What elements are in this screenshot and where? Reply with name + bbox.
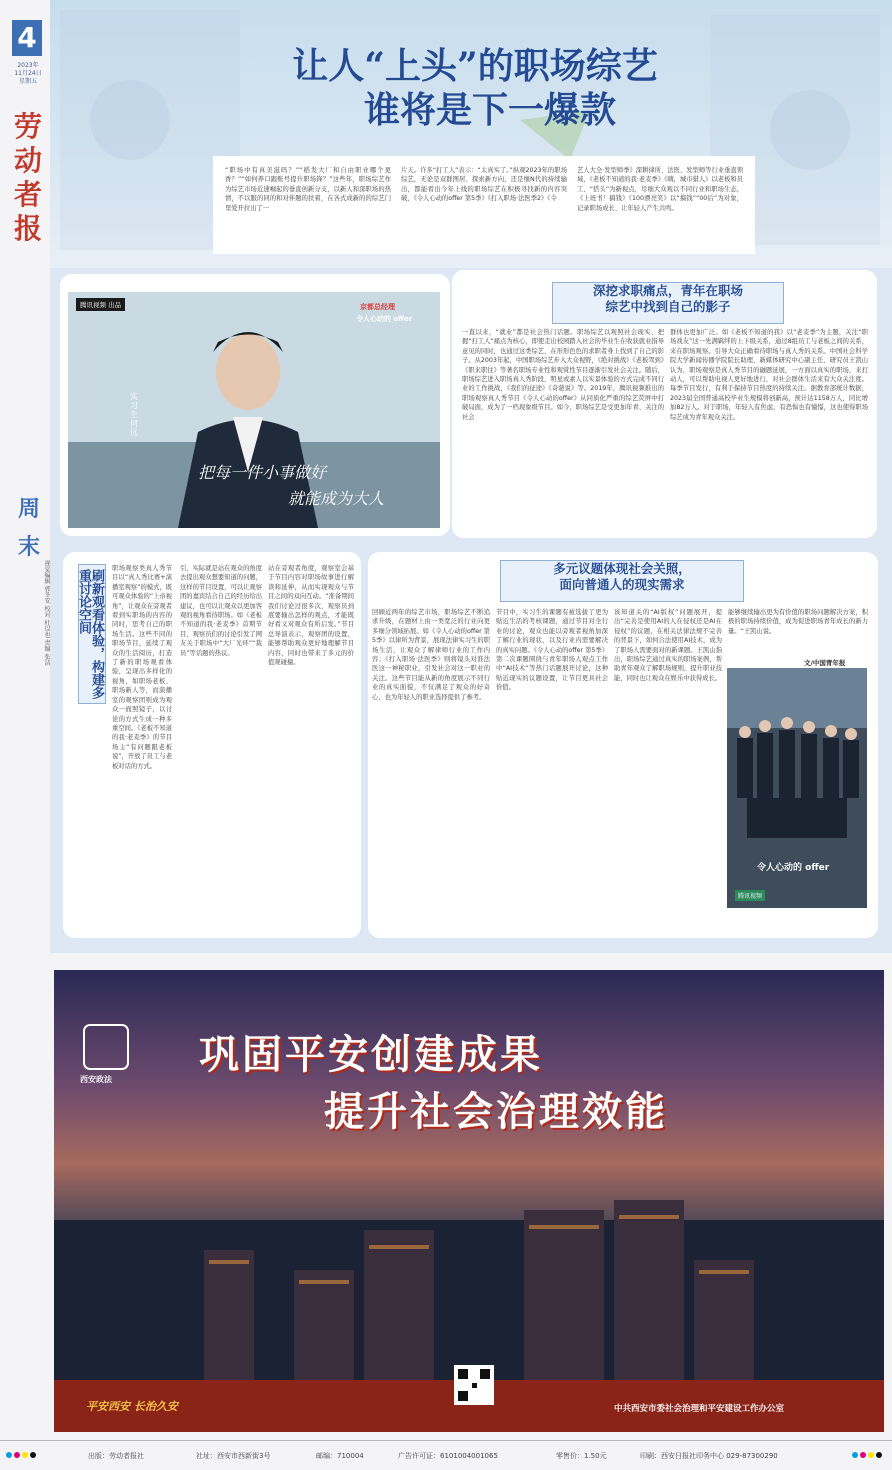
section-2-column-1: 一直以来，“就业”都是社会热门话题。职场综艺以观照社会现实、把握“打工人”痛点为核心，即使走出校园踏入社会的毕业生在收获就业指导意见的同时，也通过这类综艺，在形形色色的求职者身上找到了自己的影子。从2003年起，中国职场综艺步入大众视野，《绝对挑战》《老板驾到》《职来职往》等著名职场专业性和观赏性节目逐渐引发社会关注。随后，职场综艺进入职场真人秀阶段，明星或素人以实景体验的方式完成不同行业的工作挑战，《我们的征途》《奇葩说》等。2019年，腾讯视频推出的职场观察真人秀节目《令人心动的offer》从同质化严重的综艺荧屏中打破局面，成为了一档现象级节目。如今，职场综艺是受更加年青、关注的社会 (462, 329, 664, 421)
section-name: 周末 (18, 496, 41, 560)
section-left-vertical-heading (78, 564, 106, 704)
section-3-column-1: 回顾近两年的综艺市场，职场综艺不断追求升级，在题材上由一类宽泛的行业向更多细分领域拓展。如《令人心动的offer 第5季》以律所为背景，展现法律实习生的职场生活，让观众了解律师行业的工作内容；《打入职场·法医季》则将镜头对准法医这一神秘职业，引发社会对这一职业的关注。这些节目能从新的角度展示不同行业的真实面貌，不仅满足了观众的好奇心，也为年轻人的职业选择提供了参考。 (372, 609, 490, 701)
issue-date (8, 62, 48, 86)
section-2-heading-line-1: 深挖求职痛点，青年在职场 (592, 283, 743, 298)
section-left-column-1-top: 职场观察类真人秀节目以“真人秀比赛+演播室观察”的模式，既可观众体验的“上帝视角”，让观众在旁观者看到实职场的内容的同时，思考自己的职场生活。这些不同的职场节目，延续了观众的生活阅历，打造了新的职场观看体验，呈现出多样化的视角，如职场老板、职场新人等，而演播室的观察团则成为观众一面照镜子，以讨论的方式生成一种多重空间。《老板不知道的我·老麦季》的节目场主“有问题跟老板说”，开放了员工与老板对话的方式。 (112, 565, 172, 770)
registration-dot-black (30, 1452, 36, 1458)
section-2-heading-line-2: 综艺中找到自己的影子 (605, 299, 731, 314)
intro-text-box (213, 156, 755, 254)
registration-dot-cyan-right (852, 1452, 858, 1458)
section-3-column-4: 能够继续输出更为有价值的职场问题解决方案，积极的职场持续价值，成为促进职场青年成长的新力量。“王凯山说。 (728, 609, 868, 635)
footer-publisher: 出版：劳动者报社 (88, 1452, 144, 1460)
ad-slogan: 平安西安 长治久安 (86, 1400, 178, 1413)
section-left-column-2: 引，实际就是站在观众的角度去提出观众想要知道的问题，这样的节目设置，可以让观察团的嘉宾结合自己的经历给出建议，也可以让观众以更加客观的视角看待职场。如《老板不知道的我·老麦季》首期节目，观察员们的讨论引发了网友关于职场中“大厂光环”“裁员”等话题的热议。 (180, 565, 262, 657)
show-still-photo-1 (68, 292, 440, 528)
editor-credits: 视觉编辑 郭冬安 校对 杜以也 责编 张洁 (43, 560, 50, 666)
section-2-column-2: 群体也更加广泛。如《老板不知道的我》以“老麦季”为主题，关注“职场战友”这一先满羁绊的上下级关系，通过8组员工与老板之间的关系，来在职场观察。引导大众正确看待职场与真人秀的关系。中国社会科学院大学新闻传播学院院长助理、新媒体研究中心副主任、研究员王凯山认为，职场观察是真人秀节目的融题延展，一方面以真实的职场，来打动人，可以帮助电视人更好地进行，对社会群体生活来有大众关注度。每季节目发行，有利于保持节目热度的持续关注。据教育部统计数据，2023届全国普通高校毕业生规模将创新高，预计达1158万人，同比增加82万人。对于职场，年轻人有焦虑，有恐惧也有憧憬，这也使得职场综艺成为青年观众关注。 (670, 329, 868, 421)
ad-logo-text: 西安政法 (80, 1075, 112, 1084)
photo-1-subtitle-line-1: 把每一件小事做好 (198, 463, 327, 482)
ad-organization: 中共西安市委社会治理和平安建设工作办公室 (614, 1404, 785, 1414)
footer-price: 零售价：1.50元 (556, 1452, 607, 1460)
article-byline: 文/中国青年报 (804, 659, 846, 667)
headline-line-2: 谁将是下一爆款 (363, 89, 616, 131)
poster-show-title: 令人心动的 offer (757, 863, 830, 873)
registration-dot-yellow-right (868, 1452, 874, 1458)
ad-headline-line-2: 提升社会治理效能 (324, 1089, 668, 1135)
page-footer (0, 1440, 892, 1470)
photo-1-subtitle-line-2: 就能成为大人 (288, 489, 385, 508)
registration-dot-cyan (6, 1452, 12, 1458)
left-sidebar (0, 0, 50, 1440)
footer-printer: 印刷：西安日报社印务中心 029-87300290 (640, 1452, 778, 1460)
public-service-advertisement (54, 970, 884, 1432)
poster-badge: 腾讯视频 (735, 890, 765, 901)
show-poster-photo-2 (727, 668, 867, 908)
hero-banner (50, 0, 892, 268)
section-3-heading (500, 560, 744, 602)
footer-address: 社址：西安市西新街3号 (196, 1452, 271, 1460)
page-number: 4 (12, 20, 42, 56)
producer-badge: 腾讯视频 出品 (76, 298, 125, 311)
section-2-heading (552, 282, 784, 324)
registration-dot-magenta (14, 1452, 20, 1458)
section-left-column-1-bottom (72, 738, 172, 928)
registration-dot-magenta-right (860, 1452, 866, 1458)
registration-dot-black-right (876, 1452, 882, 1458)
vertical-heading-text: 刷新观看体验，构建多重讨论空间 (76, 569, 104, 699)
footer-postcode: 邮编：710004 (316, 1452, 364, 1460)
intro-column-2: 片天。许多“打工人”表示：“太真实了。”纵观2023年的职场综艺，无论是双群图居、探索新方向，还是继N代的持续输出，都能看出今年上线的职场综艺在积极寻找新的内容突破，《令人心动的offer 第5季》《打入职场·法医季2》《令 (401, 167, 567, 203)
registration-dot-yellow (22, 1452, 28, 1458)
ad-headline-line-1: 巩固平安创建成果 (199, 1032, 543, 1078)
section-3-heading-line-2: 面向普通人的现实需求 (559, 577, 685, 592)
intern-name-label: 实习生 何远 (130, 392, 138, 437)
section-3-heading-line-1: 多元议题体现社会关照， (553, 561, 691, 576)
headline-line-1: 让人“上头”的职场综艺 (292, 45, 658, 87)
section-left-column-3: 站在旁观者角度，观察室会基于节目内容对职场故事进行解读和延伸，从而实现观众与节目之间的双向互动。“准备期间我们讨论过很多次，观察员到底要输出怎样的观点，才能既好看又对观众有所启发。”节目总导演表示，观察团的设置，能够帮助观众更好地理解节目内容，同时也带来了多元的价值观碰撞。 (268, 565, 354, 667)
issue-weekday: 星期五 (18, 78, 37, 85)
section-3-column-2: 节目中，实习生的课题有被选拔了更为贴近生活的考核课题，通过节目对全行业的讨论，观众也能以旁观者视角加深了解行业的现状，以及行业内需要解决的真实问题。《令人心动的offer 第5季》第二次课题围绕与青年职场人观点工作中“AI技术”等热门话题展开讨论，这种贴近现实的议题设置，让节目更具社会价值。 (496, 609, 608, 692)
show-tag: 京都总经理 (360, 303, 395, 311)
intro-column-1: “职场中有真美滋吗？”“稻发大厂和自由职业哪个更香？”“如何养口跟账号提升职场锋？”这些年，职场综艺作为综艺市场近速崛起的垂直创新分支，以新人和深职场的热情，不以服的同的和对伴题的扶着，在各式成新的的综艺门里爱开拉出了一 (225, 167, 391, 212)
section-3-column-3: 该知道关的“AI版权”问题展开，提出“完善是使用AI的人在侵权还是AI在侵权”的议题，在相关法律法规不完善的背景下，如何合法使用AI技术，成为了职场人需要面对的新课题。王凯山指出，职场综艺通过真实的职场案例，帮助青年观众了解职场规则，提升职业技能，同时也让观众在娱乐中获得成长。 (614, 609, 722, 682)
issue-year: 2023年 (17, 62, 39, 69)
show-logo-text: 令人心动的 offer (356, 315, 413, 323)
photo-1-illustration (68, 292, 440, 528)
newspaper-masthead: 劳动者报 (14, 110, 43, 245)
issue-month-day: 11月24日 (14, 70, 42, 77)
intro-column-3: 艺人大全·发型师季》深耕律所、法医、发型师等行业垂直领域，《老板不知道的我·老麦季》《嗨，城市猎人》以老板和员工、“搭头”为新视点，尽细大众观以不同行业和职场生态，《上班书！搞钱》《100漂亮笑》以“搞钱”“00后”为对象，记录职场成长、让年轻人产生共鸣。 (577, 167, 743, 212)
footer-license: 广告许可证：6101004001065 (398, 1452, 498, 1460)
